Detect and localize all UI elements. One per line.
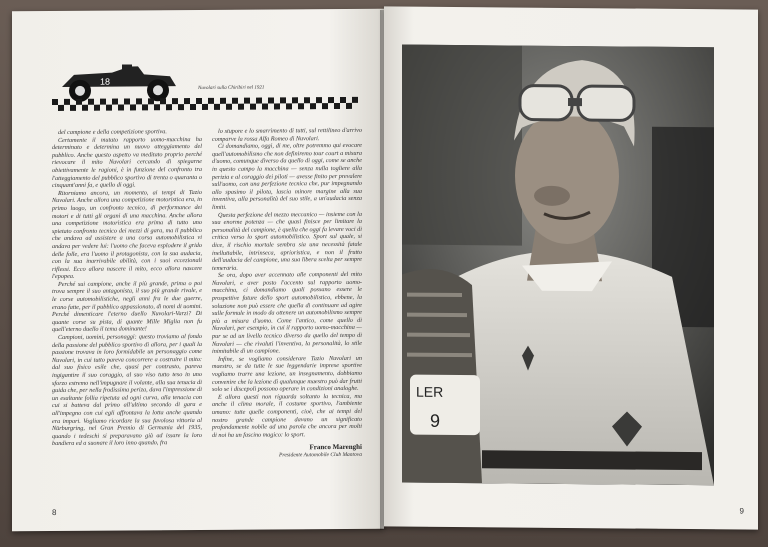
- article-column-2: [212, 127, 362, 461]
- article-paragraph: Certamente il mutato rapporto uomo-macchina ha determinato e determina un nuovo atteggiamento del pubblico. Anche questo aspetto va meditato proprio perché rievocare il mito Nuvolari cercando di spiegarne obiettivamente le ragioni, è in funzione del confronto tra l'atteggiamento del pubblico sportivo di trenta o quaranta o cinquant'anni fa, e quello di oggi.: [52, 135, 202, 190]
- page-number-right: 9: [739, 506, 744, 516]
- checkered-flag-border: [52, 97, 358, 111]
- page-number-left: 8: [52, 507, 57, 518]
- author-role: Presidente Automobile Club Mantova: [279, 451, 362, 459]
- article-paragraph: lo stupore e lo smarrimento di tutti, sul rettilineo d'arrivo comparve la rossa Alfa Romeo di Nuvolari.: [212, 126, 362, 143]
- article-paragraph: Questa perfezione del mezzo meccanico — insieme con la sua enorme potenza — che quasi finisce per limitare la personalità del campione, è quella che oggi fa levare voci di critica verso lo sport automobilistico. Sport sul quale, si dice, il rischio mortale sembra sia una necessità fatale inelluttabile, intrinseca, aprioristica, e non il frutto dell'audacia del campione, una sua libera scelta per sempre temeraria.: [212, 210, 362, 272]
- left-page: [12, 9, 384, 532]
- article-column-1: [52, 128, 202, 462]
- svg-text:18: 18: [100, 76, 111, 87]
- nuvolari-portrait-photo: [402, 45, 714, 486]
- svg-text:9: 9: [430, 410, 441, 431]
- checker-square: [352, 103, 358, 109]
- article-paragraph: Se ora, dopo aver accennato alle componenti del mito Nuvolari, e aver posto l'accento sul rapporto uomo-macchina, ci domandiamo quali possano essere le prospettive future dello sport automobilistico, ebbene, la soluzione non può essere che quella di continuare ad agire sulle formule in modo da ottenere un automobilismo sempre più a misura d'uomo. Come l'antico, come quello di Nuvolari, per esempio, in cui il rapporto uomo-macchina — pur se ad un livello tecnico diverso da quello del tempo di Nuvolari — che rivaluti l'inventiva, la personalità, lo stile inimitabile di un campione.: [212, 271, 362, 356]
- right-page: [384, 6, 758, 529]
- article-paragraph: Ritorniamo ancora, un momento, ai tempi di Tazio Nuvolari. Anche allora una competizione motoristica era, in primo luogo, un confronto tecnico, di performance dei motori e di tutti gli organi di una macchina. Anche allora una competizione motoristica era prima di tutto uno spietato confronto tecnico dei mezzi di gara, ma il pubblico che andava ad assistere a una corsa automobilistica vi andava per vedere lui: l'uomo che faceva esplodere il grido delle folle, era l'uomo il protagonista, con la sua audacia, con la sua inarrivabile abilità, con i suoi eccezionali riflessi. Ecco allora nascere il mito, ecco allora nascere l'epopea.: [52, 188, 202, 281]
- article-paragraph: del campione e della competizione sportiva.: [58, 128, 167, 136]
- article-paragraph: Infine, se vogliamo considerare Tazio Nuvolari un maestro, se da tutte le sue leggendarie imprese sportive vogliamo trarre una lezione, un insegnamento, dobbiamo convenire che la lezione di qualunque maestro può dar frutti solo se i discepoli possono operare in condizioni analoghe.: [212, 354, 362, 394]
- article-paragraph: Perché sui campione, anche il più grande, prima o poi trova sempre il suo antagonista, il suo più grande rivale, e le corse automobilistiche, negli anni fra le due guerre, erano fatte, per il pubblico appassionato, di nomi di uomini. Perché dimenticare l'eterno duello Nuvolari-Varzi? Di quante corse su pista, di quante Mille Miglia non fu quell'eterno duello il tema dominante!: [52, 279, 202, 334]
- article-paragraph: Campioni, uomini, personaggi: questo troviamo al fondo della passione del pubblico sportivo di allora, per i quali la passione trovava in loro formidabile un personaggio come Nuvolari, in cui tutto pareva concorrere a costruire il mito: dal suo fisico esile che, quasi per contrasto, pareva ingigantire il suo coraggio, al suo viso tutto teso in uno sforzo estremo nell'impugnare il volante, alla sua tenacia di guida che, per nella frodissima periza, dava l'impressione di un esaltante follia ripetuta ad ogni curva, alla tenacia con cui si batteva dal primo all'ultimo secondo di gara e all'impegno con cui egli affrontava la lotta anche quando era impari. Vogliamo ricordare la sua favolosa vittoria al Nürburgring, nel Gran Premio di Germania del 1935, quando i tedeschi si preparavano già ad issare la loro bandiera ed a suonare il loro inno quando, fra: [52, 333, 202, 448]
- signature-block: [212, 444, 362, 460]
- article-paragraph: Ci domandiamo, oggi, di me, oltre potremmo qui evocare quell'automobilismo che non definiremo tour court a misura d'uomo, comunque diverso da quello di oggi, come se anche in questo campo la macchina — senza nulla togliere alla perizia e al coraggio dei piloti — avesse finito per prevalere sull'uomo, con una perfezione tecnica che, pur impegnando allo spasimo il pilota, lascia minore margine alla sua inventiva, alla personalità del suo stile, a un'audacia senza limiti.: [212, 142, 362, 211]
- article-paragraph: E allora questi non riguarda soltanto la tecnica, ma anche il clima morale, il costume sportivo, l'ambiente umano: tutte quelle componenti, cioè, che ai tempi del nostro grande campione davano un significato profondamente nobile ad una parola che ancora per molti di noi ha un fascino magico: lo sport.: [212, 392, 362, 439]
- svg-text:LER: LER: [416, 383, 444, 400]
- photo-caption: Nuvolari sulla Chiribiri nel 1921: [198, 85, 265, 91]
- author-name: Franco Marenghi: [309, 443, 362, 452]
- article-columns: [52, 127, 362, 462]
